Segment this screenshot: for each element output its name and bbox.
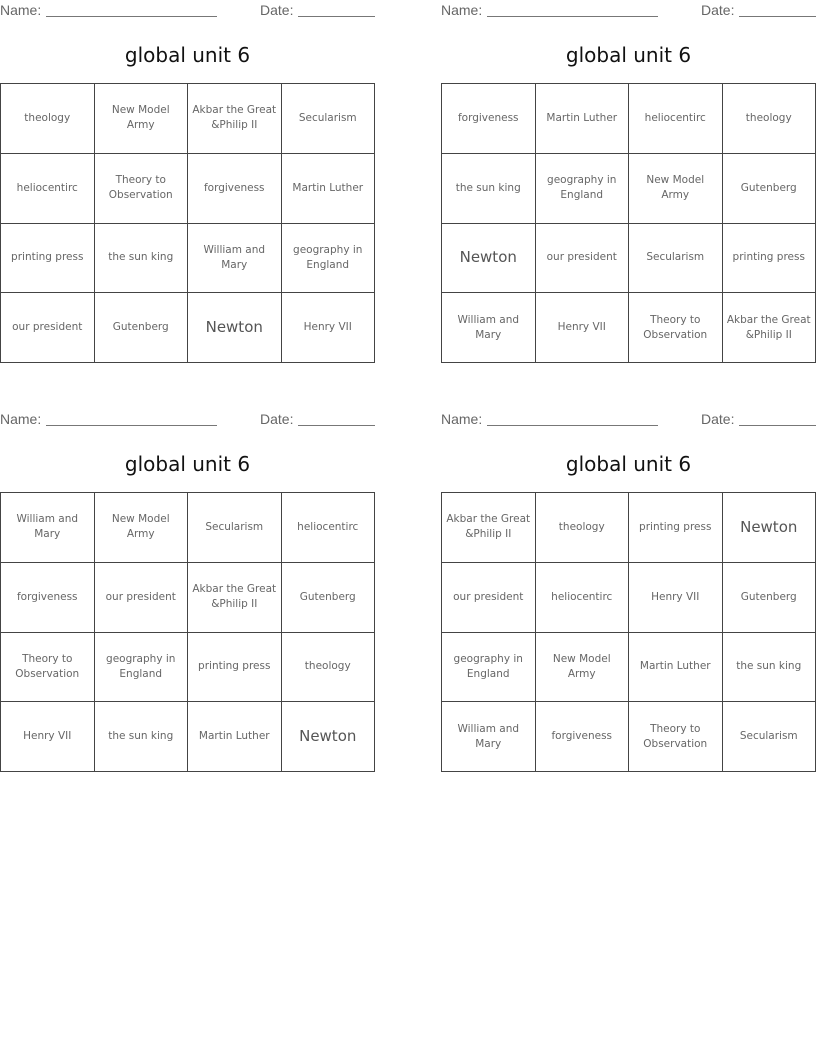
bingo-cell: Akbar the Great &Philip II: [188, 563, 282, 633]
card-title: global unit 6: [124, 43, 251, 67]
name-line: [46, 16, 217, 17]
name-date-row: [441, 0, 816, 22]
card-title: global unit 6: [124, 452, 251, 476]
bingo-cell: Gutenberg: [723, 154, 816, 224]
bingo-cell: geography in England: [95, 633, 189, 703]
bingo-cell: theology: [1, 84, 95, 154]
bingo-cell: our president: [442, 563, 536, 633]
bingo-cell: New Model Army: [629, 154, 723, 224]
bingo-cell: Martin Luther: [188, 702, 282, 772]
bingo-cell: heliocentirc: [1, 154, 95, 224]
bingo-cell: printing press: [723, 224, 816, 294]
bingo-card: [441, 409, 816, 750]
bingo-cell: Newton: [188, 293, 282, 363]
bingo-cell: Secularism: [188, 493, 282, 563]
name-line: [46, 425, 217, 426]
bingo-cell: Gutenberg: [282, 563, 376, 633]
bingo-cell: Martin Luther: [536, 84, 630, 154]
bingo-cell: Theory to Observation: [95, 154, 189, 224]
bingo-cell: William and Mary: [188, 224, 282, 294]
bingo-card: [0, 409, 375, 746]
bingo-cell: Martin Luther: [629, 633, 723, 703]
bingo-cell: Martin Luther: [282, 154, 376, 224]
bingo-cell: Theory to Observation: [1, 633, 95, 703]
bingo-cell: Henry VII: [282, 293, 376, 363]
bingo-cell: New Model Army: [95, 493, 189, 563]
bingo-cell: printing press: [629, 493, 723, 563]
bingo-cell: forgiveness: [188, 154, 282, 224]
bingo-grid: [0, 83, 375, 363]
name-date-row: [0, 409, 375, 431]
bingo-cell: geography in England: [442, 633, 536, 703]
name-label: Name:: [441, 411, 483, 427]
bingo-cell: William and Mary: [442, 702, 536, 772]
bingo-cell: Theory to Observation: [629, 702, 723, 772]
bingo-card: [0, 0, 375, 337]
card-title: global unit 6: [565, 452, 692, 476]
date-label: Date:: [260, 2, 294, 18]
bingo-cell: the sun king: [95, 702, 189, 772]
bingo-card: [441, 0, 816, 341]
name-date-row: [441, 409, 816, 431]
name-label: Name:: [0, 411, 42, 427]
bingo-grid: [0, 492, 375, 772]
date-line: [298, 16, 375, 17]
bingo-cell: Gutenberg: [95, 293, 189, 363]
bingo-cell: theology: [282, 633, 376, 703]
card-title: global unit 6: [565, 43, 692, 67]
bingo-cell: William and Mary: [442, 293, 536, 363]
bingo-cell: Akbar the Great &Philip II: [188, 84, 282, 154]
bingo-cell: Gutenberg: [723, 563, 816, 633]
date-label: Date:: [260, 411, 294, 427]
bingo-cell: forgiveness: [536, 702, 630, 772]
bingo-cell: Henry VII: [629, 563, 723, 633]
bingo-cell: Newton: [723, 493, 816, 563]
bingo-cell: our president: [95, 563, 189, 633]
bingo-grid: [441, 83, 816, 363]
bingo-cell: New Model Army: [95, 84, 189, 154]
date-line: [739, 16, 816, 17]
bingo-cell: Henry VII: [1, 702, 95, 772]
bingo-cell: our president: [1, 293, 95, 363]
name-line: [487, 16, 658, 17]
bingo-cell: William and Mary: [1, 493, 95, 563]
date-line: [298, 425, 375, 426]
bingo-cell: Secularism: [629, 224, 723, 294]
bingo-cell: heliocentirc: [282, 493, 376, 563]
date-line: [739, 425, 816, 426]
bingo-cell: our president: [536, 224, 630, 294]
bingo-cell: heliocentirc: [629, 84, 723, 154]
bingo-grid: [441, 492, 816, 772]
bingo-cell: New Model Army: [536, 633, 630, 703]
bingo-cell: Theory to Observation: [629, 293, 723, 363]
bingo-cell: Newton: [442, 224, 536, 294]
name-date-row: [0, 0, 375, 22]
bingo-cell: theology: [536, 493, 630, 563]
bingo-cell: Newton: [282, 702, 376, 772]
bingo-cell: Secularism: [282, 84, 376, 154]
bingo-cell: Secularism: [723, 702, 816, 772]
bingo-cell: geography in England: [282, 224, 376, 294]
bingo-cell: Akbar the Great &Philip II: [442, 493, 536, 563]
name-label: Name:: [0, 2, 42, 18]
name-line: [487, 425, 658, 426]
bingo-cell: the sun king: [95, 224, 189, 294]
bingo-cell: forgiveness: [1, 563, 95, 633]
bingo-cell: printing press: [1, 224, 95, 294]
name-label: Name:: [441, 2, 483, 18]
bingo-cell: heliocentirc: [536, 563, 630, 633]
date-label: Date:: [701, 2, 735, 18]
bingo-cell: printing press: [188, 633, 282, 703]
bingo-cell: the sun king: [723, 633, 816, 703]
bingo-cell: the sun king: [442, 154, 536, 224]
bingo-cell: forgiveness: [442, 84, 536, 154]
bingo-cell: Henry VII: [536, 293, 630, 363]
bingo-cell: Akbar the Great &Philip II: [723, 293, 816, 363]
bingo-cell: theology: [723, 84, 816, 154]
date-label: Date:: [701, 411, 735, 427]
bingo-cell: geography in England: [536, 154, 630, 224]
